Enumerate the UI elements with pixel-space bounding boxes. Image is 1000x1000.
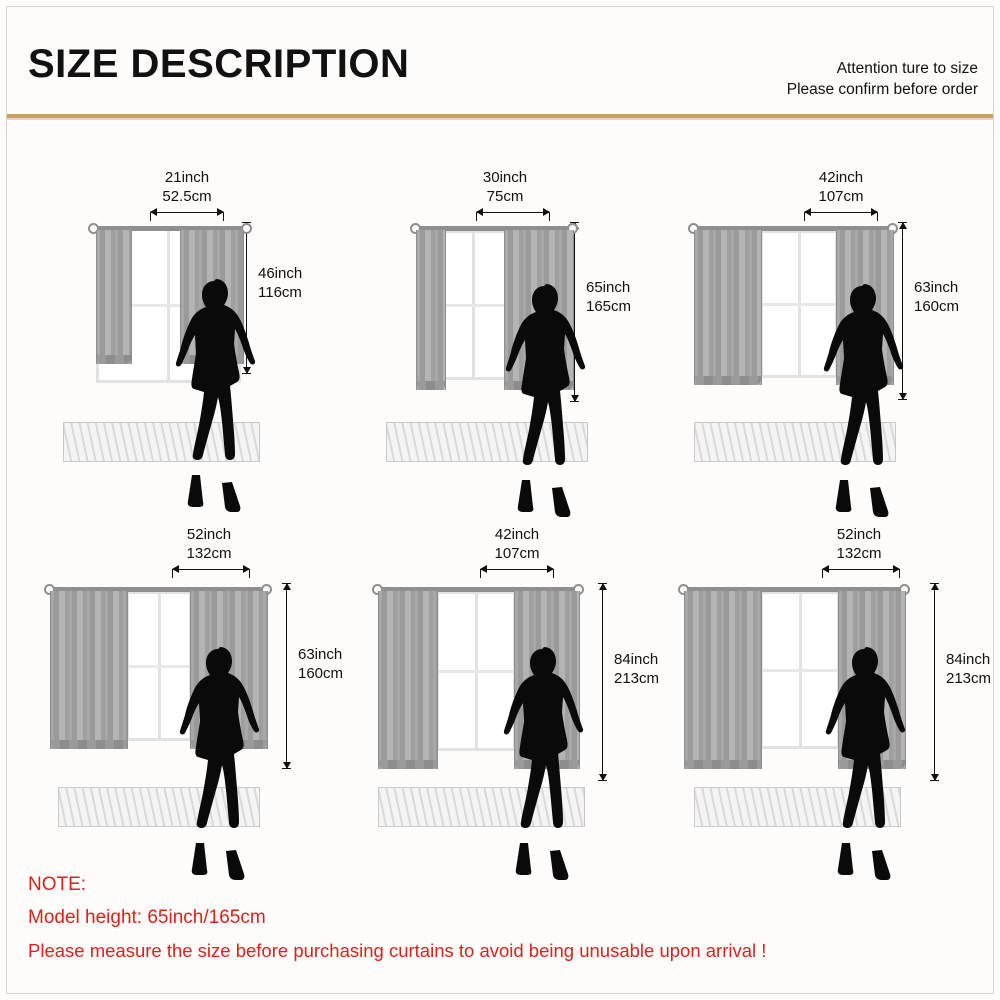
measure-warning: Please measure the size before purchasing curtains to avoid being unusable upon arrival ! (28, 940, 767, 961)
curtain-left (694, 230, 762, 385)
curtain-hem (685, 760, 761, 769)
curtain-hem (379, 760, 437, 769)
width-cm: 52.5cm (162, 188, 212, 205)
height-inch: 46inch (258, 265, 303, 282)
height-cm: 160cm (914, 298, 960, 315)
height-cm: 165cm (586, 298, 632, 315)
curtain-left (96, 230, 132, 364)
height-inch: 63inch (914, 279, 959, 296)
width-cm: 132cm (836, 545, 882, 562)
width-inch: 21inch (164, 169, 210, 186)
curtain-left (378, 591, 438, 769)
curtain-left (684, 591, 762, 769)
curtain-left (416, 230, 446, 390)
model-silhouette (160, 643, 270, 883)
attention-line-2: Please confirm before order (786, 81, 978, 98)
width-inch: 52inch (186, 526, 232, 543)
size-panel-42x63 (664, 130, 992, 495)
scene (664, 495, 992, 860)
curtain-hem (417, 381, 445, 390)
size-panel-42x84 (336, 495, 664, 860)
height-cm: 116cm (258, 284, 302, 301)
model-silhouette (806, 643, 916, 883)
width-inch: 42inch (818, 169, 864, 186)
scene (336, 495, 664, 860)
header (0, 0, 1000, 120)
height-inch: 63inch (298, 646, 343, 663)
curtain-hem (695, 376, 761, 385)
height-inch: 84inch (946, 651, 991, 668)
curtain-hem (51, 740, 127, 749)
height-cm: 213cm (946, 670, 992, 687)
width-cm: 132cm (186, 545, 232, 562)
width-inch: 52inch (836, 526, 882, 543)
size-panel-30x65 (336, 130, 664, 495)
scene (336, 130, 664, 495)
model-height-note: Model height: 65inch/165cm (28, 907, 266, 928)
panel-grid (8, 130, 992, 860)
model-silhouette (486, 280, 596, 520)
model-silhouette (156, 275, 266, 515)
width-inch: 30inch (482, 169, 528, 186)
footer-note (28, 868, 978, 967)
size-panel-21x46 (8, 130, 336, 495)
model-silhouette (804, 280, 914, 520)
width-inch: 42inch (494, 526, 540, 543)
size-panel-52x63 (8, 495, 344, 860)
curtain-left (50, 591, 128, 749)
scene (664, 130, 992, 495)
attention-line-1: Attention ture to size (836, 60, 978, 77)
attention-note (787, 58, 978, 100)
width-cm: 75cm (486, 188, 524, 205)
note-label: NOTE: (28, 874, 87, 895)
height-cm: 213cm (614, 670, 660, 687)
height-inch: 84inch (614, 651, 659, 668)
height-inch: 65inch (586, 279, 631, 296)
header-divider-secondary (7, 118, 993, 120)
width-cm: 107cm (818, 188, 864, 205)
page-title: SIZE DESCRIPTION (28, 42, 410, 86)
scene (8, 130, 336, 495)
scene (8, 495, 336, 860)
model-silhouette (484, 643, 594, 883)
height-cm: 160cm (298, 665, 344, 682)
size-panel-52x84 (664, 495, 992, 860)
curtain-hem (97, 355, 131, 364)
width-cm: 107cm (494, 545, 540, 562)
